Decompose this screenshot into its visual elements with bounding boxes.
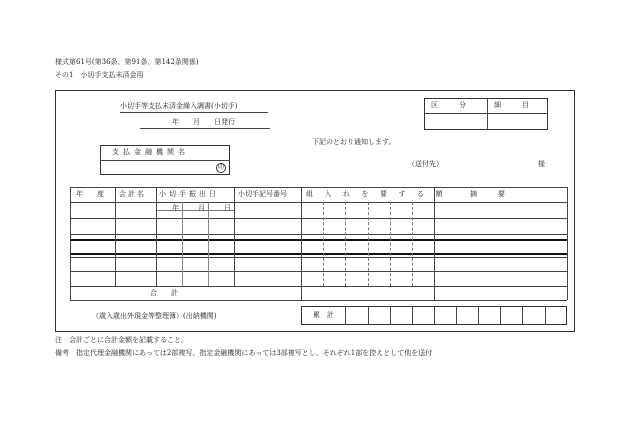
issue-date-underline: [140, 128, 270, 129]
bank-name-divider: [100, 160, 230, 161]
cumulative-cell-line: [390, 306, 391, 325]
col-line-right: [567, 187, 568, 300]
cumulative-cell-line: [412, 306, 413, 325]
row-line-4: [70, 271, 567, 272]
col-header-issue-date: 小切手振出日: [159, 190, 219, 198]
col-header-account: 会計名: [119, 190, 146, 198]
amount-digit-line: [368, 202, 369, 286]
amount-digit-line: [323, 202, 324, 286]
organization-note: （歳入歳出外現金等整理簿）(出納機関): [92, 312, 217, 320]
header-row-divider: [70, 202, 567, 203]
classification-label: 区 分: [431, 101, 466, 109]
detail-label: 細 目: [494, 101, 529, 109]
document-title: 小切手等支払未済金繰入調書(小切手): [120, 102, 238, 110]
amount-digit-line: [345, 202, 346, 286]
col-line-check-number: [301, 187, 302, 300]
col-header-amount: 組入れを要する額: [306, 190, 454, 198]
classification-input[interactable]: [425, 114, 486, 129]
col-header-issue-year: 年: [172, 204, 179, 212]
col-header-issue-month: 月: [198, 204, 205, 212]
col-line-account: [156, 187, 157, 286]
title-underline: [120, 112, 268, 113]
row-line-3: [70, 257, 567, 258]
row-line-1: [70, 218, 567, 219]
cumulative-cell-line: [545, 306, 546, 325]
col-line-amount: [434, 187, 435, 300]
issue-date-label: 年 月 日発行: [172, 118, 235, 126]
cumulative-cell-line: [456, 306, 457, 325]
footer-note: 注 会計ごとに合計金額を記載すること。: [55, 336, 188, 344]
col-line-left: [70, 187, 71, 300]
total-label: 合 計: [150, 289, 178, 297]
detail-input[interactable]: [488, 114, 547, 129]
col-header-remarks: 摘 要: [470, 190, 505, 198]
date-subheader-line: [156, 210, 234, 211]
bank-name-input[interactable]: [102, 162, 212, 174]
footer-remark: 備考 指定代理金融機関にあっては2部複写、指定金融機関にあっては3部複写とし、それぞれ1部を控えとして他を送付: [55, 349, 433, 357]
col-line-year: [115, 187, 116, 286]
recipient-honorific: 様: [538, 160, 545, 168]
table-top: [70, 187, 567, 188]
col-line-issue-month: [208, 202, 209, 286]
thick-divider-1: [70, 239, 567, 241]
thick-divider-2: [70, 253, 567, 255]
col-header-year: 年 度: [76, 190, 104, 198]
cumulative-cell-line: [500, 306, 501, 325]
bank-name-label: 支払金融機関名: [112, 148, 189, 156]
notice-text: 下記のとおり通知します。: [312, 138, 396, 146]
amount-digit-line: [390, 202, 391, 286]
cumulative-cell-line: [368, 306, 369, 325]
col-header-issue-day: 日: [224, 204, 231, 212]
row-line-2: [70, 234, 567, 235]
cumulative-cell-line: [522, 306, 523, 325]
col-line-issue-year: [182, 202, 183, 286]
form-number: 様式第61号(第36条、第91条、第142条関係): [55, 58, 199, 66]
cumulative-label-line: [345, 306, 346, 325]
amount-digit-line: [412, 202, 413, 286]
form-subtitle: その1 小切手支払未済金用: [55, 71, 144, 79]
cumulative-cell-line: [478, 306, 479, 325]
col-header-check-number: 小切手記号番号: [238, 190, 287, 198]
table-bottom: [70, 300, 567, 301]
recipient-label: （送付先）: [408, 160, 443, 168]
cumulative-label: 累 計: [313, 311, 334, 319]
seal-mark: 印: [217, 164, 224, 171]
col-line-issue-date: [234, 187, 235, 286]
cumulative-cell-line: [434, 306, 435, 325]
total-amount-input[interactable]: [302, 287, 433, 299]
